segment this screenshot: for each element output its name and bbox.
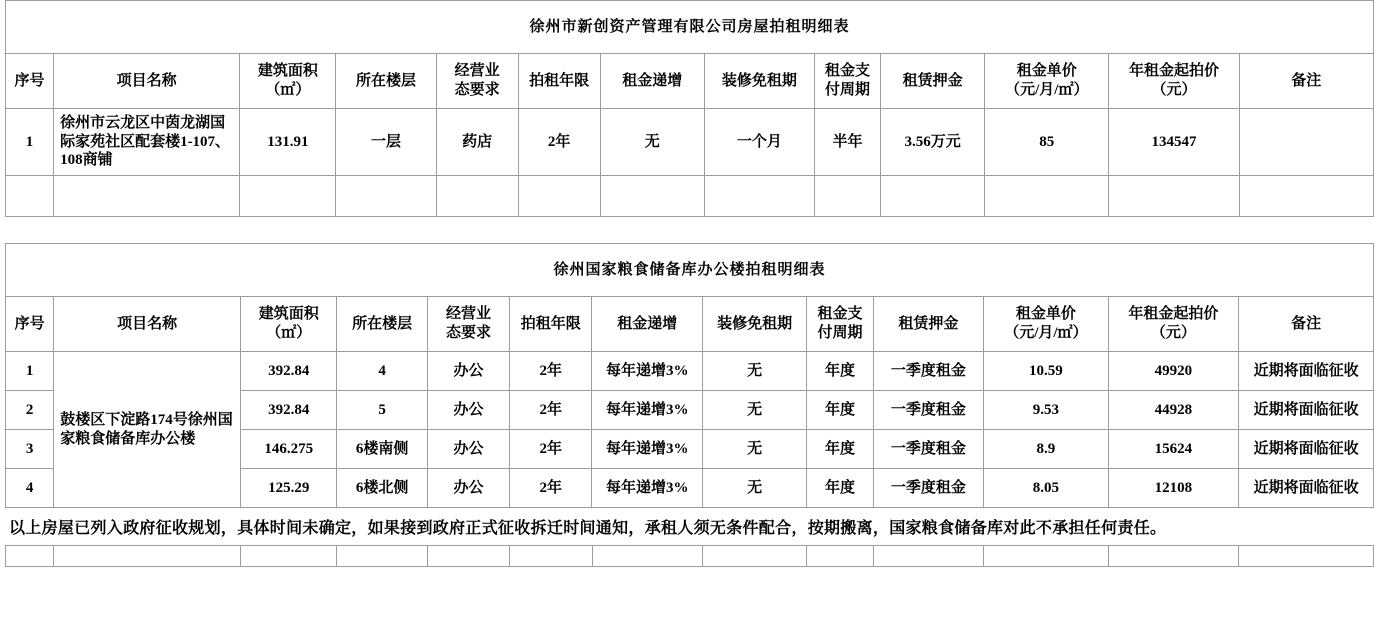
header-start-price-line2: （元） [1151,82,1197,98]
table-1-header-row [6,54,1374,109]
empty-cell [1108,546,1239,567]
cell-free-period: 无 [702,469,806,508]
cell-unit-price: 10.59 [984,352,1109,391]
cell-project-merged: 鼓楼区下淀路174号徐州国家粮食储备库办公楼 [54,352,241,508]
table-2-title-row [6,244,1374,297]
cell-deposit: 一季度租金 [873,469,983,508]
header-unit-price-line2: （元/月/㎡） [1005,82,1089,98]
header-pay-cycle [807,297,873,352]
empty-cell [436,176,518,217]
empty-cell [873,546,983,567]
header-project: 项目名称 [54,297,241,352]
cell-seq: 3 [6,430,54,469]
empty-cell [600,176,704,217]
header-deposit: 租赁押金 [873,297,983,352]
cell-remark: 近期将面临征收 [1239,391,1374,430]
header-term: 拍租年限 [510,297,592,352]
empty-cell [240,176,336,217]
cell-project: 徐州市云龙区中茵龙湖国际家苑社区配套楼1-107、108商铺 [54,109,240,176]
cell-pay-cycle: 年度 [807,469,873,508]
header-unit-price [985,54,1109,109]
cell-area: 146.275 [241,430,337,469]
header-start-price-line1: 年租金起拍价 [1128,63,1219,80]
empty-cell [6,176,54,217]
header-project: 项目名称 [54,54,240,109]
header-unit-price-line2: （元/月/㎡） [1004,325,1088,341]
header-deposit: 租赁押金 [881,54,985,109]
rental-table-1 [5,0,1374,217]
table-1-title: 徐州市新创资产管理有限公司房屋拍租明细表 [6,1,1374,54]
cell-start-price: 134547 [1109,109,1239,176]
bottom-partial-row [5,545,1374,567]
empty-cell [518,176,600,217]
empty-cell [815,176,881,217]
empty-cell [1239,546,1374,567]
header-area [240,54,336,109]
cell-biz: 办公 [427,469,509,508]
header-term: 拍租年限 [518,54,600,109]
cell-floor: 一层 [336,109,436,176]
table-1-empty-row [6,176,1374,217]
cell-start-price: 49920 [1108,352,1239,391]
header-biz-line2: 态要求 [445,325,491,341]
header-increase: 租金递增 [600,54,704,109]
empty-cell [427,546,509,567]
table-1-title-row [6,1,1374,54]
empty-cell [54,176,240,217]
header-pay-line1: 租金支 [817,306,863,323]
header-area-line1: 建筑面积 [258,306,319,323]
cell-increase: 每年递增3% [592,430,702,469]
cell-deposit: 一季度租金 [873,430,983,469]
header-free-period: 装修免租期 [702,297,806,352]
section-gap [0,217,1379,243]
empty-cell [6,546,54,567]
cell-deposit: 3.56万元 [881,109,985,176]
cell-free-period: 无 [702,352,806,391]
header-floor: 所在楼层 [337,297,427,352]
empty-cell [703,546,807,567]
table-row [6,352,1374,391]
table-row [6,109,1374,176]
cell-area: 392.84 [241,391,337,430]
cell-unit-price: 85 [985,109,1109,176]
table-2-title: 徐州国家粮食储备库办公楼拍租明细表 [6,244,1374,297]
empty-cell [337,546,427,567]
cell-increase: 每年递增3% [592,352,702,391]
cell-term: 2年 [518,109,600,176]
header-area [241,297,337,352]
table-2-header-row [6,297,1374,352]
footnote-wrap [5,508,1374,545]
header-seq: 序号 [6,297,54,352]
rental-table-2 [5,243,1374,508]
cell-floor: 6楼南侧 [337,430,427,469]
header-start-price [1108,297,1239,352]
cell-term: 2年 [510,352,592,391]
cell-area: 131.91 [240,109,336,176]
empty-cell [984,546,1109,567]
cell-increase: 每年递增3% [592,469,702,508]
footnote-text: 以上房屋已列入政府征收规划，具体时间未确定，如果接到政府正式征收拆迁时间通知，承租人须无条件配合，按期搬离，国家粮食储备库对此不承担任何责任。 [9,520,1167,537]
cell-unit-price: 9.53 [984,391,1109,430]
cell-unit-price: 8.05 [984,469,1109,508]
header-area-line2: （㎡） [266,325,312,341]
cell-free-period: 无 [702,391,806,430]
header-biz [427,297,509,352]
cell-start-price: 12108 [1108,469,1239,508]
cell-biz: 药店 [436,109,518,176]
header-remark: 备注 [1239,297,1374,352]
empty-cell [54,546,241,567]
empty-cell [241,546,337,567]
header-pay-line2: 付周期 [825,82,871,98]
cell-pay-cycle: 年度 [807,352,873,391]
cell-floor: 5 [337,391,427,430]
cell-term: 2年 [510,469,592,508]
header-pay-line1: 租金支 [825,63,871,80]
cell-pay-cycle: 年度 [807,391,873,430]
header-pay-line2: 付周期 [817,325,863,341]
header-remark: 备注 [1239,54,1373,109]
cell-term: 2年 [510,391,592,430]
cell-seq: 2 [6,391,54,430]
empty-cell [881,176,985,217]
cell-floor: 6楼北侧 [337,469,427,508]
header-biz-line1: 经营业 [454,63,500,80]
bottom-row [6,546,1374,567]
empty-cell [510,546,592,567]
header-biz-line1: 经营业 [445,306,491,323]
header-increase: 租金递增 [592,297,702,352]
cell-remark: 近期将面临征收 [1239,430,1374,469]
header-floor: 所在楼层 [336,54,436,109]
cell-deposit: 一季度租金 [873,352,983,391]
cell-pay-cycle: 年度 [807,430,873,469]
header-area-line1: 建筑面积 [257,63,318,80]
cell-increase: 无 [600,109,704,176]
cell-floor: 4 [337,352,427,391]
header-pay-cycle [815,54,881,109]
cell-remark: 近期将面临征收 [1239,352,1374,391]
empty-cell [985,176,1109,217]
cell-seq: 4 [6,469,54,508]
header-start-price [1109,54,1239,109]
cell-biz: 办公 [427,430,509,469]
empty-cell [336,176,436,217]
cell-start-price: 15624 [1108,430,1239,469]
cell-seq: 1 [6,109,54,176]
empty-cell [1239,176,1373,217]
cell-increase: 每年递增3% [592,391,702,430]
cell-term: 2年 [510,430,592,469]
header-unit-price [984,297,1109,352]
empty-cell [807,546,873,567]
cell-free-period: 一个月 [704,109,814,176]
empty-cell [704,176,814,217]
cell-area: 125.29 [241,469,337,508]
cell-remark: 近期将面临征收 [1239,469,1374,508]
cell-unit-price: 8.9 [984,430,1109,469]
cell-biz: 办公 [427,391,509,430]
cell-seq: 1 [6,352,54,391]
header-biz [436,54,518,109]
cell-free-period: 无 [702,430,806,469]
cell-deposit: 一季度租金 [873,391,983,430]
header-free-period: 装修免租期 [704,54,814,109]
header-unit-price-line1: 租金单价 [1016,63,1077,80]
cell-pay-cycle: 半年 [815,109,881,176]
cell-area: 392.84 [241,352,337,391]
header-unit-price-line1: 租金单价 [1015,306,1076,323]
header-start-price-line1: 年租金起拍价 [1128,306,1219,323]
header-area-line2: （㎡） [265,82,311,98]
empty-cell [592,546,702,567]
header-biz-line2: 态要求 [454,82,500,98]
header-seq: 序号 [6,54,54,109]
cell-start-price: 44928 [1108,391,1239,430]
empty-cell [1109,176,1239,217]
cell-biz: 办公 [427,352,509,391]
header-start-price-line2: （元） [1150,325,1196,341]
cell-remark [1239,109,1373,176]
